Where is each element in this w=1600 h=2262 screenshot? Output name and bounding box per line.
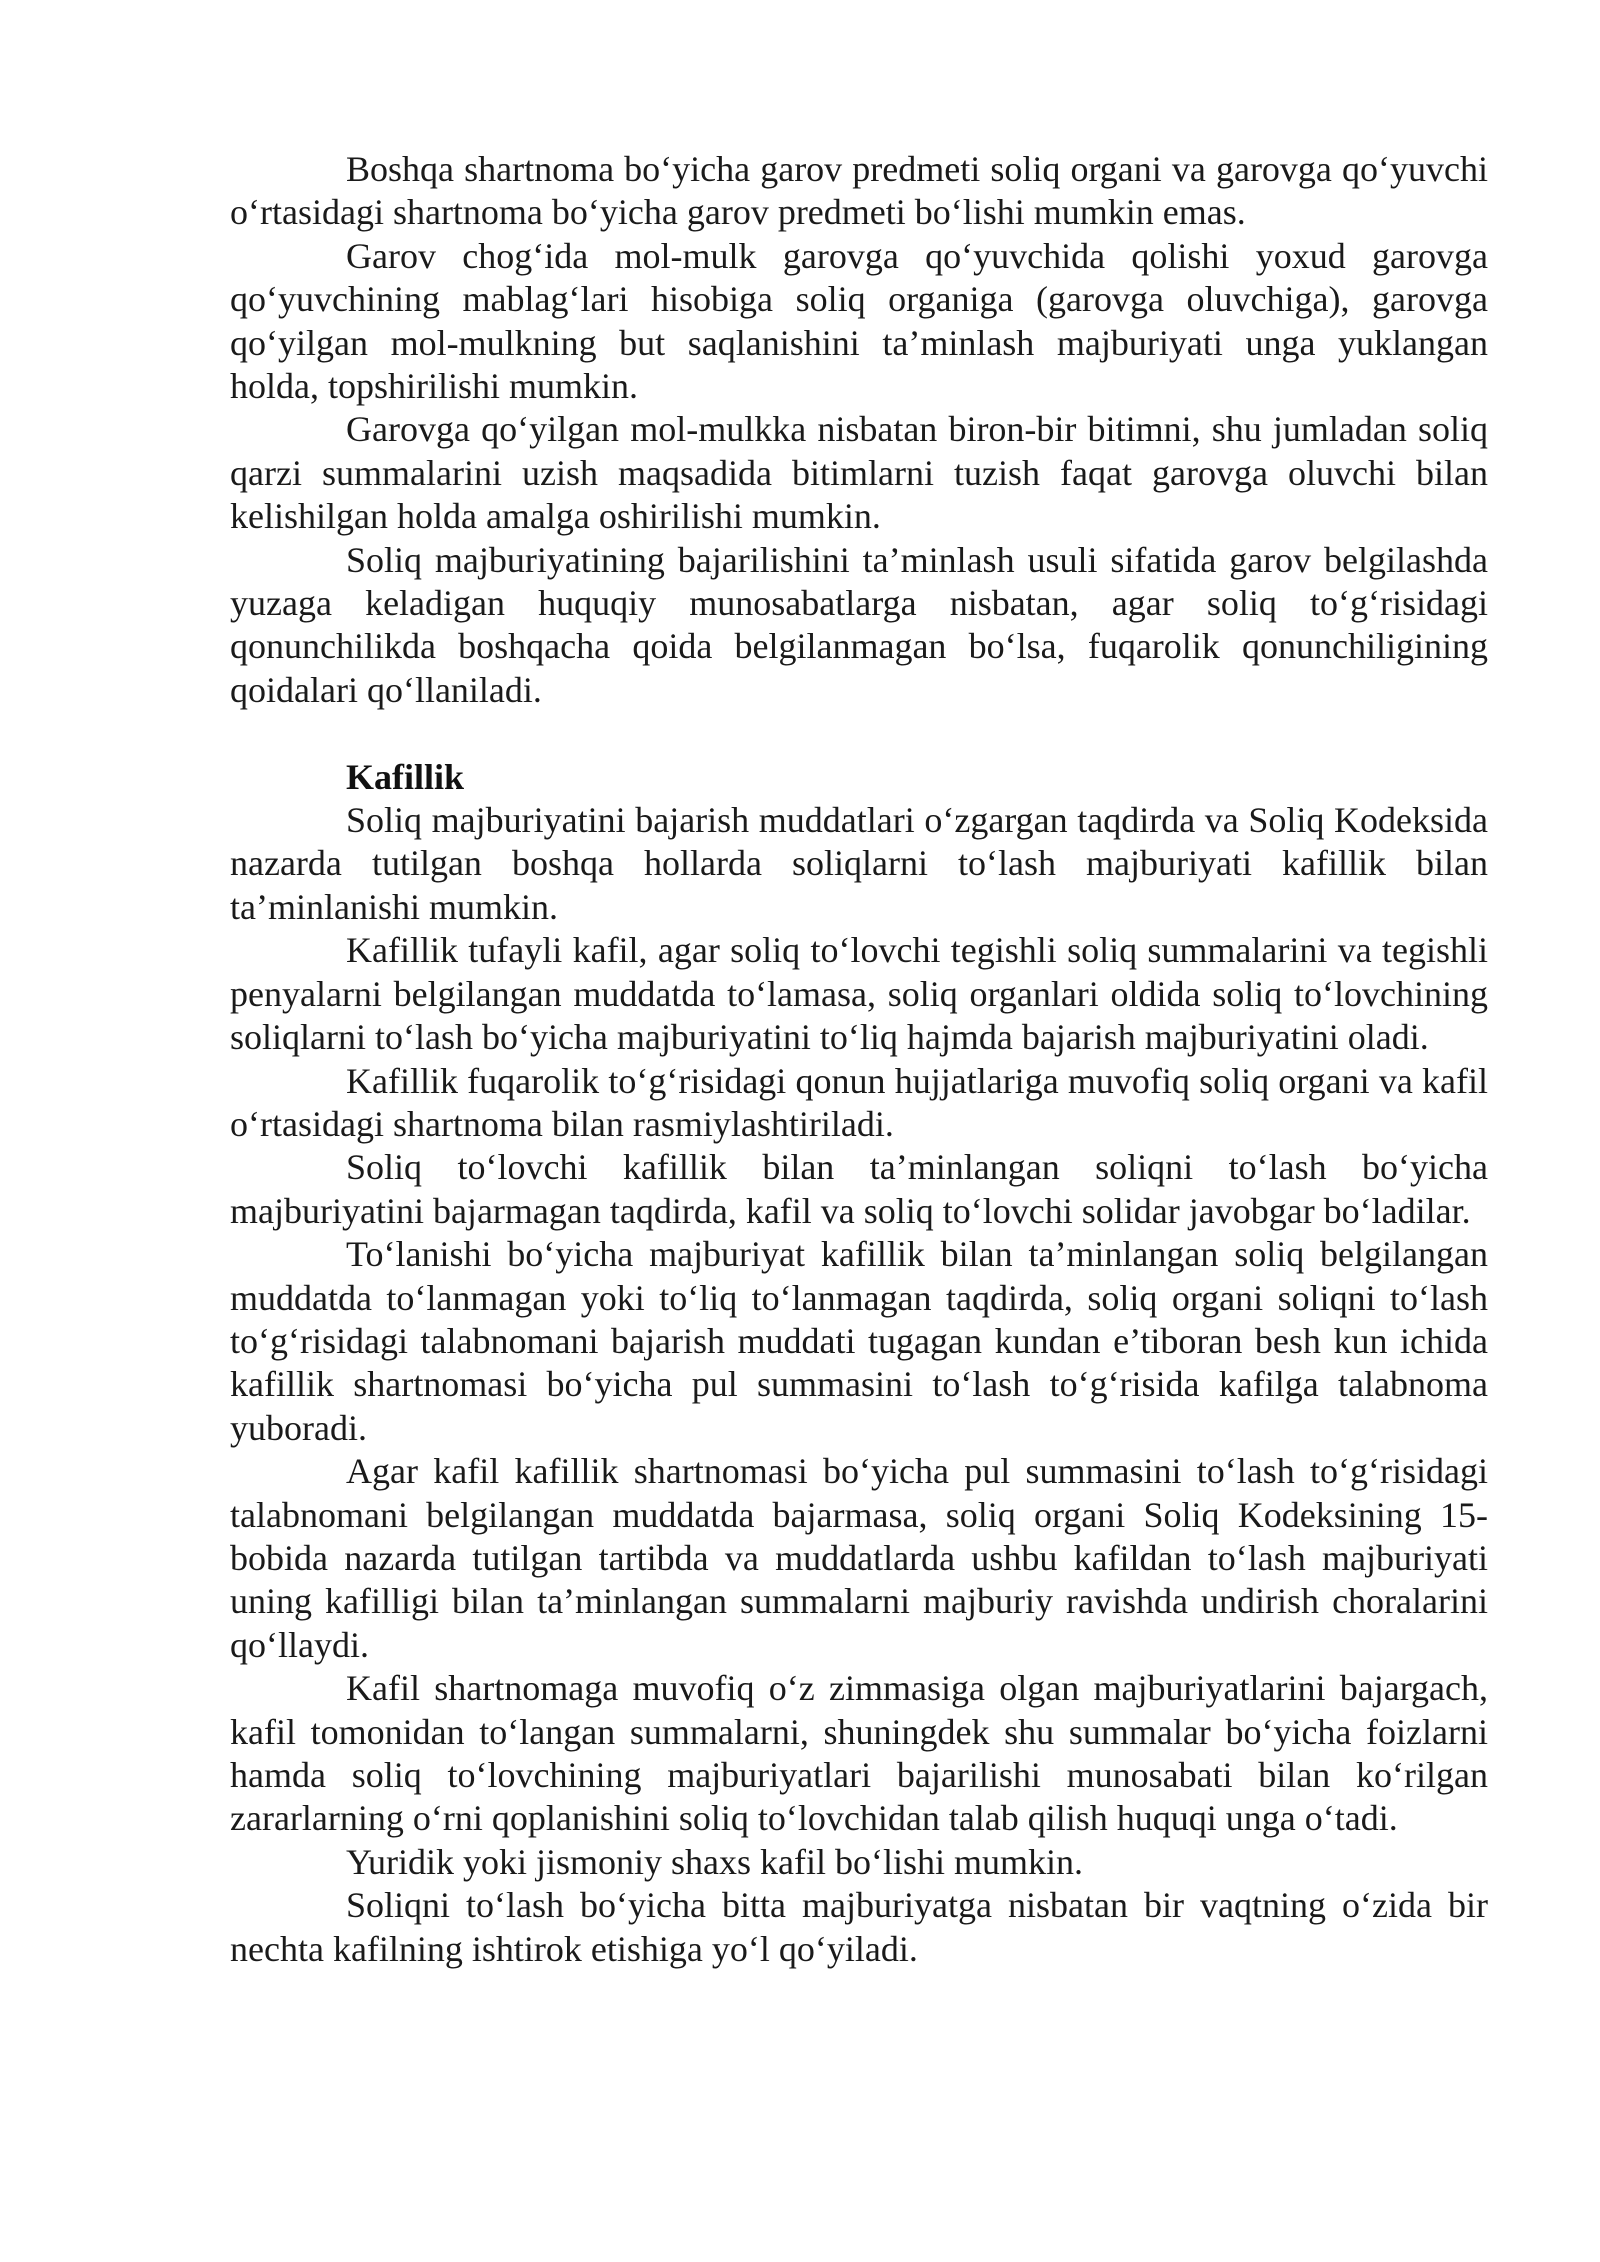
paragraph-solidar-javobgarlik: Soliq to‘lovchi kafillik bilan ta’minlangan soliqni to‘lash bo‘yicha majburiyatini bajarmagan taqdirda, kafil va soliq to‘lovchi solidar javobgar bo‘ladilar. [230,1147,1488,1231]
section-gap [230,712,1488,755]
paragraph-kafil-huquqi: Kafil shartnomaga muvofiq o‘z zimmasiga olgan majburiyatlarini bajargach, kafil tomonidan to‘langan summalarni, shuningdek shu summalar bo‘yicha foizlarni hamda soliq to‘lovchining majburiyatlari bajarilishi munosabati bilan ko‘rilgan zararlarning o‘rni qoplanishini soliq to‘lovchidan talab qilish huquqi unga o‘tadi. [230,1668,1488,1839]
document-page [230,148,1488,1971]
paragraph-kafillik-muddatlar: Soliq majburiyatini bajarish muddatlari o‘zgargan taqdirda va Soliq Kodeksida nazarda tutilgan boshqa hollarda soliqlarni to‘lash majburiyati kafillik bilan ta’minlanishi mumkin. [230,800,1488,927]
section-heading-kafillik: Kafillik [346,756,465,797]
paragraph-bir-nechta-kafil: Soliqni to‘lash bo‘yicha bitta majburiyatga nisbatan bir vaqtning o‘zida bir nechta kafilning ishtirok etishiga yo‘l qo‘yiladi. [230,1885,1488,1969]
paragraph-kafil-shaxs: Yuridik yoki jismoniy shaxs kafil bo‘lishi mumkin. [346,1841,1083,1882]
paragraph-majburiy-undirish: Agar kafil kafillik shartnomasi bo‘yicha pul summasini to‘lash to‘g‘risidagi talabnomani belgilangan muddatda bajarmasa, soliq organi Soliq Kodeksining 15-bobida nazarda tutilgan tartibda va muddatlarda ushbu kafildan to‘lash majburiyati uning kafilligi bilan ta’minlangan summalarni majburiy ravishda undirish choralarini qo‘llaydi. [230,1451,1488,1665]
paragraph-kafillik-tufayli: Kafillik tufayli kafil, agar soliq to‘lovchi tegishli soliq summalarini va tegishli penyalarni belgilangan muddatda to‘lamasa, soliq organlari oldida soliq to‘lovchining soliqlarni to‘lash bo‘yicha majburiyatini to‘liq hajmda bajarish majburiyatini oladi. [230,930,1488,1058]
paragraph-garov-predmeti: Boshqa shartnoma bo‘yicha garov predmeti soliq organi va garovga qo‘yuvchi o‘rtasidagi shartnoma bo‘yicha garov predmeti bo‘lishi mumkin emas. [230,149,1488,233]
paragraph-garov-bitim: Garovga qo‘yilgan mol-mulkka nisbatan biron-bir bitimni, shu jumladan soliq qarzi summalarini uzish maqsadida bitimlarni tuzish faqat garovga oluvchi bilan kelishilgan holda amalga oshirilishi mumkin. [230,409,1488,537]
paragraph-garov-chogida: Garov chog‘ida mol-mulk garovga qo‘yuvchida qolishi yoxud garovga qo‘yuvchining mablag‘lari hisobiga soliq organiga (garovga oluvchiga), garovga qo‘yilgan mol-mulkning but saqlanishini ta’minlash majburiyati unga yuklangan holda, topshirilishi mumkin. [230,235,1488,407]
paragraph-kafillik-rasmiylashtirish: Kafillik fuqarolik to‘g‘risidagi qonun hujjatlariga muvofiq soliq organi va kafil o‘rtasidagi shartnoma bilan rasmiylashtiriladi. [230,1060,1488,1144]
paragraph-talabnoma: To‘lanishi bo‘yicha majburiyat kafillik bilan ta’minlangan soliq belgilangan muddatda to‘lanmagan yoki to‘liq to‘lanmagan taqdirda, soliq organi soliqni to‘lash to‘g‘risidagi talabnomani bajarish muddati tugagan kundan e’tiboran besh kun ichida kafillik shartnomasi bo‘yicha pul summasini to‘lash to‘g‘risida kafilga talabnoma yuboradi. [230,1234,1488,1448]
paragraph-garov-qonunchilik: Soliq majburiyatining bajarilishini ta’minlash usuli sifatida garov belgilashda yuzaga keladigan huquqiy munosabatlarga nisbatan, agar soliq to‘g‘risidagi qonunchilikda boshqacha qoida belgilanmagan bo‘lsa, fuqarolik qonunchiligining qoidalari qo‘llaniladi. [230,539,1488,710]
